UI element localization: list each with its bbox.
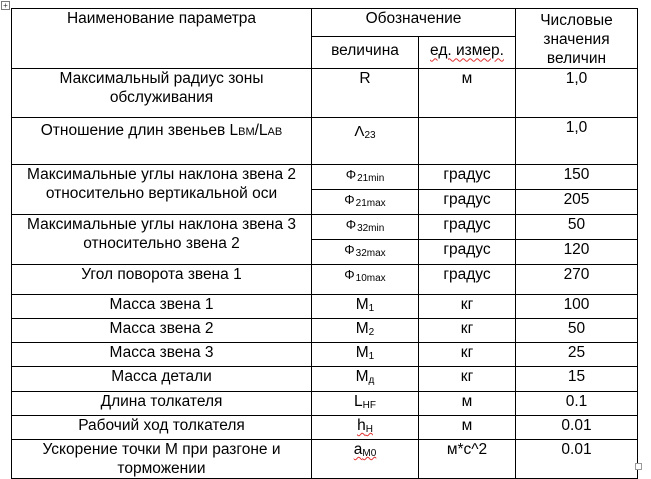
parameters-table [11,8,638,479]
param-value: 100 [516,295,638,319]
param-name: Максимальный радиус зоны обслуживания [12,69,312,118]
param-unit: градус [419,215,516,240]
param-symbol [312,295,419,319]
symbol-sub: д [368,375,375,386]
symbol-sub: 1 [368,303,375,314]
param-symbol [312,69,419,118]
table-row [12,69,638,118]
phi-icon: Φ [344,267,355,282]
symbol-sub: 21min [357,173,385,184]
param-name: Рабочий ход толкателя [12,416,312,440]
param-unit: кг [419,343,516,367]
param-unit: м [419,392,516,416]
param-value: 1,0 [516,69,638,118]
param-unit: м [419,69,516,118]
param-value: 205 [516,190,638,215]
header-unit [419,37,516,69]
symbol-sub: 1 [368,351,375,362]
param-value: 120 [516,240,638,265]
table-row [12,440,638,479]
table-move-handle[interactable]: + [1,1,10,10]
param-name: Масса звена 1 [12,295,312,319]
param-unit: кг [419,319,516,343]
table-row [12,118,638,165]
symbol-sub: HF [362,400,376,411]
table-row [12,416,638,440]
symbol-squiggle [354,441,377,458]
param-value: 0.01 [516,440,638,479]
param-name: Масса звена 2 [12,319,312,343]
header-unit-text: ед. измер. [430,42,504,60]
param-unit [419,118,516,165]
param-symbol [312,165,419,190]
param-symbol [312,440,419,479]
phi-icon: Φ [345,217,357,232]
table-row [12,295,638,319]
param-unit: градус [419,240,516,265]
symbol-sub: 21max [355,198,386,209]
phi-icon: Φ [345,167,357,182]
header-name: Наименование параметра [12,9,312,69]
param-value: 50 [516,319,638,343]
param-name: Масса звена 3 [12,343,312,367]
symbol-main: R [359,70,371,87]
param-value: 0.01 [516,416,638,440]
param-symbol [312,392,419,416]
symbol-sub: 2 [368,327,375,338]
param-name: Максимальные углы наклона звена 3 относительно звена 2 [12,215,312,265]
param-unit: кг [419,295,516,319]
symbol-sub: 10max [355,273,386,284]
table-resize-handle[interactable] [635,463,642,470]
param-name: Отношение длин звеньев LBM/LAB [12,118,312,165]
header-designation: Обозначение [312,9,516,37]
symbol-sub: H [365,424,373,435]
table-row [12,367,638,392]
param-name: Угол поворота звена 1 [12,265,312,295]
symbol-squiggle [357,417,373,434]
param-unit: градус [419,190,516,215]
param-unit: м*с^2 [419,440,516,479]
param-value: 25 [516,343,638,367]
symbol-main: M [355,368,369,385]
param-value: 0.1 [516,392,638,416]
symbol-sub: 32max [355,248,386,259]
phi-icon: Φ [344,242,355,257]
param-unit: градус [419,265,516,295]
table-row [12,165,638,190]
symbol-sub: 32min [357,223,385,234]
symbol-sub: 23 [364,130,376,141]
param-value: 1,0 [516,118,638,165]
param-symbol [312,416,419,440]
param-unit: градус [419,165,516,190]
header-quantity: величина [312,37,419,69]
param-symbol [312,319,419,343]
param-name: Масса детали [12,367,312,392]
table-row [12,215,638,240]
param-name: Максимальные углы наклона звена 2 относительно вертикальной оси [12,165,312,215]
param-value: 270 [516,265,638,295]
symbol-main: M [355,296,369,313]
phi-icon: Φ [344,192,355,207]
table-row [12,319,638,343]
header-values [516,9,638,69]
param-symbol [312,190,419,215]
header-values-text: Числовые значения величин [540,12,613,67]
param-name: Ускорение точки М при разгоне и торможении [12,440,312,479]
param-symbol [312,118,419,165]
symbol-main: a [353,441,363,458]
param-value: 50 [516,215,638,240]
lambda-icon: Λ [354,123,365,140]
param-value: 15 [516,367,638,392]
table-row [12,265,638,295]
param-name: Длина толкателя [12,392,312,416]
symbol-sub: M0 [362,448,377,459]
param-symbol [312,265,419,295]
param-unit: м [419,416,516,440]
param-symbol [312,240,419,265]
param-unit: кг [419,367,516,392]
param-symbol [312,215,419,240]
table-row [12,343,638,367]
param-value: 150 [516,165,638,190]
symbol-main: L [354,393,363,410]
symbol-main: h [357,417,366,434]
symbol-main: M [355,344,369,361]
param-symbol [312,343,419,367]
param-symbol [312,367,419,392]
symbol-main: M [355,320,369,337]
table-row [12,392,638,416]
